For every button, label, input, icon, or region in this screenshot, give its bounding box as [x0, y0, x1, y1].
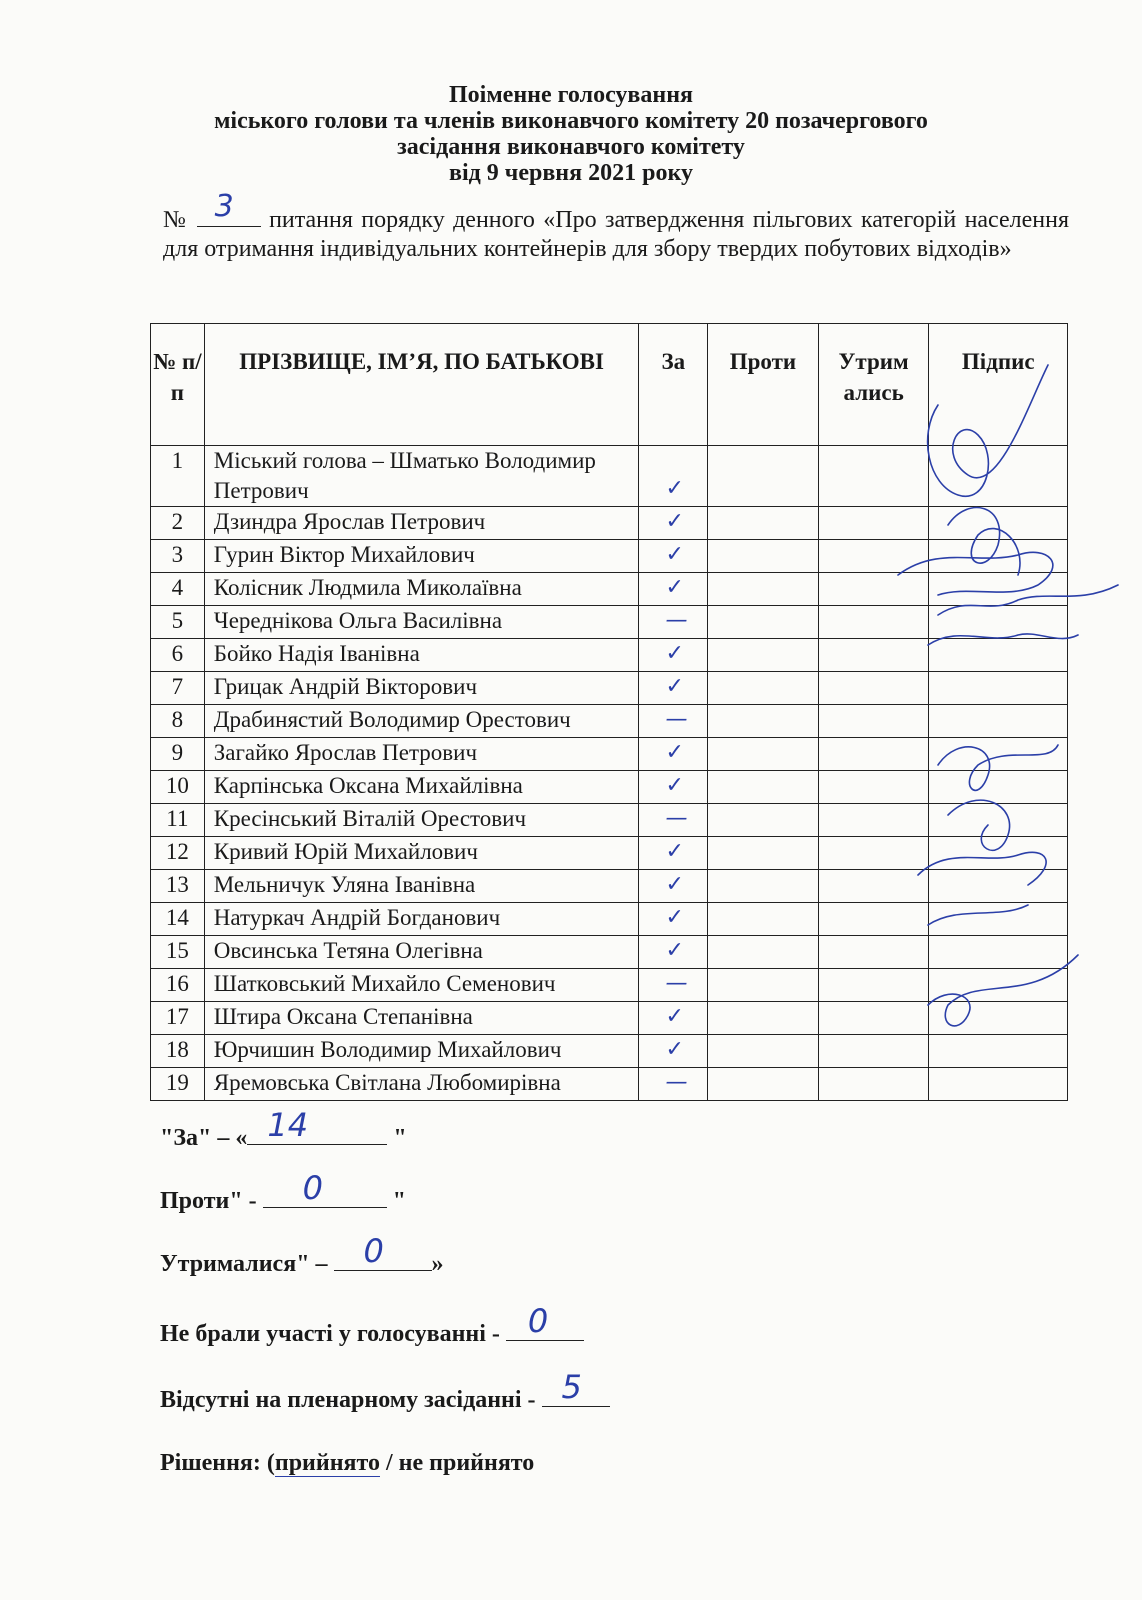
table-row [151, 1035, 1068, 1068]
row-against-cell [708, 573, 819, 606]
row-against-cell [708, 639, 819, 672]
decision-option-rejected: не прийнято [398, 1450, 535, 1476]
row-signature-cell [929, 705, 1068, 738]
row-against-cell [708, 870, 819, 903]
row-for-cell [639, 507, 708, 540]
row-abstain-cell [818, 870, 929, 903]
summary-for [160, 1106, 407, 1152]
summary-against-close: " [392, 1188, 406, 1214]
table-row [151, 771, 1068, 804]
summary-absent-blank [542, 1368, 610, 1407]
row-signature-cell [929, 540, 1068, 573]
vote-mark: ✓ [665, 476, 684, 501]
row-name: Мельничук Уляна Іванівна [204, 870, 639, 903]
row-number: 16 [151, 969, 205, 1002]
summary-not-voted-blank [506, 1302, 584, 1341]
row-abstain-cell [818, 1068, 929, 1101]
summary-against-blank [263, 1169, 387, 1208]
row-name: Шатковський Михайло Семенович [204, 969, 639, 1002]
row-against-cell [708, 903, 819, 936]
row-abstain-cell [818, 573, 929, 606]
table-row [151, 639, 1068, 672]
row-abstain-cell [818, 837, 929, 870]
table-row [151, 738, 1068, 771]
header-against: Проти [708, 324, 819, 446]
vote-mark: ✓ [665, 1037, 684, 1062]
table-row [151, 969, 1068, 1002]
summary-abstain-label: Утрималися" – [160, 1251, 328, 1277]
summary-decision [160, 1450, 534, 1477]
row-name: Череднікова Ольга Василівна [204, 606, 639, 639]
issue-text: питання порядку денного «Про затвердження пільгових категорій населення для отримання індивідуальних контейнерів для збору твердих побутових відходів» [163, 207, 1070, 262]
row-name: Бойко Надія Іванівна [204, 639, 639, 672]
row-number: 2 [151, 507, 205, 540]
row-number: 8 [151, 705, 205, 738]
row-number: 14 [151, 903, 205, 936]
document-title [0, 82, 1142, 186]
table-row [151, 1002, 1068, 1035]
row-for-cell [639, 446, 708, 507]
vote-mark: — [665, 806, 688, 831]
vote-mark: ✓ [665, 1004, 684, 1029]
summary-abstain-blank [334, 1232, 432, 1271]
row-against-cell [708, 771, 819, 804]
row-signature-cell [929, 1035, 1068, 1068]
row-for-cell [639, 903, 708, 936]
vote-mark: ✓ [665, 872, 684, 897]
row-signature-cell [929, 870, 1068, 903]
row-name: Юрчишин Володимир Михайлович [204, 1035, 639, 1068]
row-number: 13 [151, 870, 205, 903]
table-row [151, 573, 1068, 606]
row-signature-cell [929, 1002, 1068, 1035]
title-line-4: від 9 червня 2021 року [449, 160, 693, 186]
table-row [151, 870, 1068, 903]
header-abstain: Утрим ались [818, 324, 929, 446]
row-abstain-cell [818, 705, 929, 738]
vote-mark: — [665, 1070, 688, 1095]
summary-for-label: "За" – « [160, 1125, 248, 1151]
summary-against [160, 1169, 406, 1215]
vote-mark: ✓ [665, 641, 684, 666]
row-against-cell [708, 969, 819, 1002]
row-name: Кривий Юрій Михайлович [204, 837, 639, 870]
row-name: Натуркач Андрій Богданович [204, 903, 639, 936]
row-signature-cell [929, 936, 1068, 969]
row-against-cell [708, 1035, 819, 1068]
row-abstain-cell [818, 446, 929, 507]
row-against-cell [708, 705, 819, 738]
table-row [151, 936, 1068, 969]
row-abstain-cell [818, 804, 929, 837]
row-against-cell [708, 738, 819, 771]
row-signature-cell [929, 639, 1068, 672]
agenda-item [163, 189, 1070, 264]
header-number: № п/п [151, 324, 205, 446]
row-for-cell [639, 1035, 708, 1068]
row-for-cell [639, 573, 708, 606]
row-number: 19 [151, 1068, 205, 1101]
summary-absent [160, 1368, 610, 1414]
table-header-row [151, 324, 1068, 446]
summary-for-value: 14 [267, 1106, 309, 1144]
issue-number-prefix: № [163, 207, 189, 233]
vote-table [150, 323, 1068, 1101]
row-for-cell [639, 936, 708, 969]
table-row [151, 672, 1068, 705]
row-signature-cell [929, 672, 1068, 705]
summary-abstain [160, 1232, 444, 1278]
issue-number-handwritten: 3 [214, 189, 234, 224]
row-for-cell [639, 672, 708, 705]
row-number: 4 [151, 573, 205, 606]
row-against-cell [708, 1002, 819, 1035]
header-name: ПРІЗВИЩЕ, ІМ’Я, ПО БАТЬКОВІ [204, 324, 639, 446]
summary-not-voted-value: 0 [527, 1302, 549, 1340]
table-row [151, 606, 1068, 639]
row-for-cell [639, 639, 708, 672]
row-number: 10 [151, 771, 205, 804]
row-abstain-cell [818, 1002, 929, 1035]
row-abstain-cell [818, 1035, 929, 1068]
vote-mark: ✓ [665, 773, 684, 798]
summary-abstain-close: » [431, 1251, 444, 1277]
title-line-2: міського голови та членів виконавчого комітету 20 позачергового [214, 108, 928, 134]
row-name: Загайко Ярослав Петрович [204, 738, 639, 771]
vote-mark: ✓ [665, 938, 684, 963]
row-number: 1 [151, 446, 205, 507]
vote-mark: ✓ [665, 839, 684, 864]
vote-mark: — [665, 608, 688, 633]
summary-against-label: Проти" - [160, 1188, 257, 1214]
decision-option-accepted: прийнято [274, 1450, 380, 1476]
row-abstain-cell [818, 540, 929, 573]
row-against-cell [708, 1068, 819, 1101]
row-against-cell [708, 606, 819, 639]
vote-mark: ✓ [665, 674, 684, 699]
table-row [151, 507, 1068, 540]
row-signature-cell [929, 738, 1068, 771]
row-against-cell [708, 672, 819, 705]
row-name: Дзиндра Ярослав Петрович [204, 507, 639, 540]
row-signature-cell [929, 446, 1068, 507]
row-signature-cell [929, 1068, 1068, 1101]
row-abstain-cell [818, 738, 929, 771]
row-against-cell [708, 837, 819, 870]
vote-mark: — [665, 971, 688, 996]
row-name: Драбинястий Володимир Орестович [204, 705, 639, 738]
row-number: 17 [151, 1002, 205, 1035]
row-signature-cell [929, 903, 1068, 936]
row-number: 3 [151, 540, 205, 573]
row-against-cell [708, 446, 819, 507]
summary-not-voted [160, 1302, 584, 1348]
row-name: Яремовська Світлана Любомирівна [204, 1068, 639, 1101]
row-for-cell [639, 540, 708, 573]
row-number: 7 [151, 672, 205, 705]
row-against-cell [708, 540, 819, 573]
table-row [151, 1068, 1068, 1101]
summary-for-blank [247, 1106, 387, 1145]
summary-abstain-value: 0 [363, 1232, 384, 1270]
vote-table-body [151, 446, 1068, 1101]
title-line-3: засідання виконавчого комітету [397, 134, 745, 160]
table-row [151, 804, 1068, 837]
row-signature-cell [929, 804, 1068, 837]
vote-mark: ✓ [665, 905, 684, 930]
summary-against-value: 0 [302, 1169, 323, 1207]
row-for-cell [639, 705, 708, 738]
row-name: Колісник Людмила Миколаївна [204, 573, 639, 606]
table-row [151, 446, 1068, 507]
row-for-cell [639, 804, 708, 837]
row-number: 12 [151, 837, 205, 870]
summary-absent-label: Відсутні на пленарному засіданні - [160, 1387, 536, 1413]
decision-label: Рішення: ( [160, 1450, 275, 1476]
row-name: Овсинська Тетяна Олегівна [204, 936, 639, 969]
row-number: 5 [151, 606, 205, 639]
row-against-cell [708, 804, 819, 837]
row-number: 11 [151, 804, 205, 837]
row-signature-cell [929, 606, 1068, 639]
row-number: 9 [151, 738, 205, 771]
summary-for-close: " [393, 1125, 407, 1151]
row-signature-cell [929, 771, 1068, 804]
row-signature-cell [929, 837, 1068, 870]
row-for-cell [639, 771, 708, 804]
row-number: 6 [151, 639, 205, 672]
row-signature-cell [929, 969, 1068, 1002]
table-row [151, 705, 1068, 738]
row-name: Грицак Андрій Вікторович [204, 672, 639, 705]
row-name: Карпінська Оксана Михайлівна [204, 771, 639, 804]
row-for-cell [639, 1068, 708, 1101]
row-number: 15 [151, 936, 205, 969]
summary-absent-value: 5 [561, 1368, 582, 1406]
row-number: 18 [151, 1035, 205, 1068]
table-row [151, 540, 1068, 573]
row-name: Гурин Віктор Михайлович [204, 540, 639, 573]
row-for-cell [639, 1002, 708, 1035]
vote-mark: ✓ [665, 740, 684, 765]
row-abstain-cell [818, 903, 929, 936]
row-for-cell [639, 738, 708, 771]
row-signature-cell [929, 573, 1068, 606]
issue-number-blank [197, 189, 261, 227]
row-for-cell [639, 837, 708, 870]
header-signature: Підпис [929, 324, 1068, 446]
row-abstain-cell [818, 771, 929, 804]
row-abstain-cell [818, 507, 929, 540]
row-name: Штира Оксана Степанівна [204, 1002, 639, 1035]
vote-mark: ✓ [665, 542, 684, 567]
summary-not-voted-label: Не брали участі у голосуванні - [160, 1321, 500, 1347]
row-against-cell [708, 507, 819, 540]
row-for-cell [639, 606, 708, 639]
row-signature-cell [929, 507, 1068, 540]
vote-mark: — [665, 707, 688, 732]
row-abstain-cell [818, 672, 929, 705]
row-name: Міський голова – Шматько Володимир Петрович [204, 446, 639, 507]
title-line-1: Поіменне голосування [448, 82, 694, 108]
row-abstain-cell [818, 639, 929, 672]
table-row [151, 903, 1068, 936]
row-abstain-cell [818, 936, 929, 969]
row-against-cell [708, 936, 819, 969]
decision-separator: / [380, 1450, 399, 1476]
vote-mark: ✓ [665, 509, 684, 534]
row-abstain-cell [818, 969, 929, 1002]
vote-mark: ✓ [665, 575, 684, 600]
row-abstain-cell [818, 606, 929, 639]
header-for: За [639, 324, 708, 446]
row-for-cell [639, 870, 708, 903]
row-for-cell [639, 969, 708, 1002]
row-name: Кресінський Віталій Орестович [204, 804, 639, 837]
table-row [151, 837, 1068, 870]
